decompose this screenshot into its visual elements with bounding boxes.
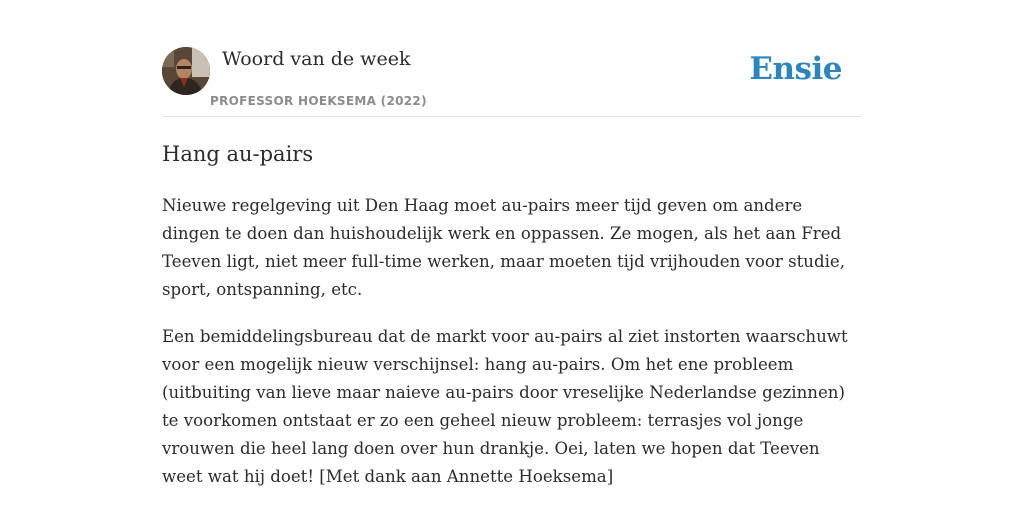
article-paragraph: Een bemiddelingsbureau dat de markt voor au-pairs al ziet instorten waarschuwt voor een mogelijk nieuw verschijnsel: hang au-pairs. Om het ene probleem (uitbuiting van lieve maar naieve au-pairs door vreselijke Nederlandse gezinnen) te voorkomen ontstaat er zo een geheel nieuw probleem: terrasjes vol jonge vrouwen die heel lang doen over hun drankje. Oei, laten we hopen dat Teeven weet wat hij doet! [Met dank aan Annette Hoeksema] bbox=[162, 327, 848, 486]
author-name[interactable]: PROFESSOR HOEKSEMA (2022) bbox=[210, 94, 427, 108]
article-title: Hang au-pairs bbox=[162, 142, 314, 166]
brand-logo[interactable]: Ensie bbox=[749, 51, 842, 87]
article-paragraph: Nieuwe regelgeving uit Den Haag moet au-pairs meer tijd geven om andere dingen te doen dan huishoudelijk werk en oppassen. Ze mogen, als het aan Fred Teeven ligt, niet meer full-time werken, maar moeten tijd vrijhouden voor studie, sport, ontspanning, etc. bbox=[162, 196, 846, 299]
author-photo-icon bbox=[162, 47, 210, 95]
article-header bbox=[162, 0, 862, 117]
article-card bbox=[162, 0, 862, 512]
article-body bbox=[162, 192, 864, 510]
avatar[interactable] bbox=[162, 47, 210, 95]
site-name[interactable]: Woord van de week bbox=[222, 48, 411, 70]
